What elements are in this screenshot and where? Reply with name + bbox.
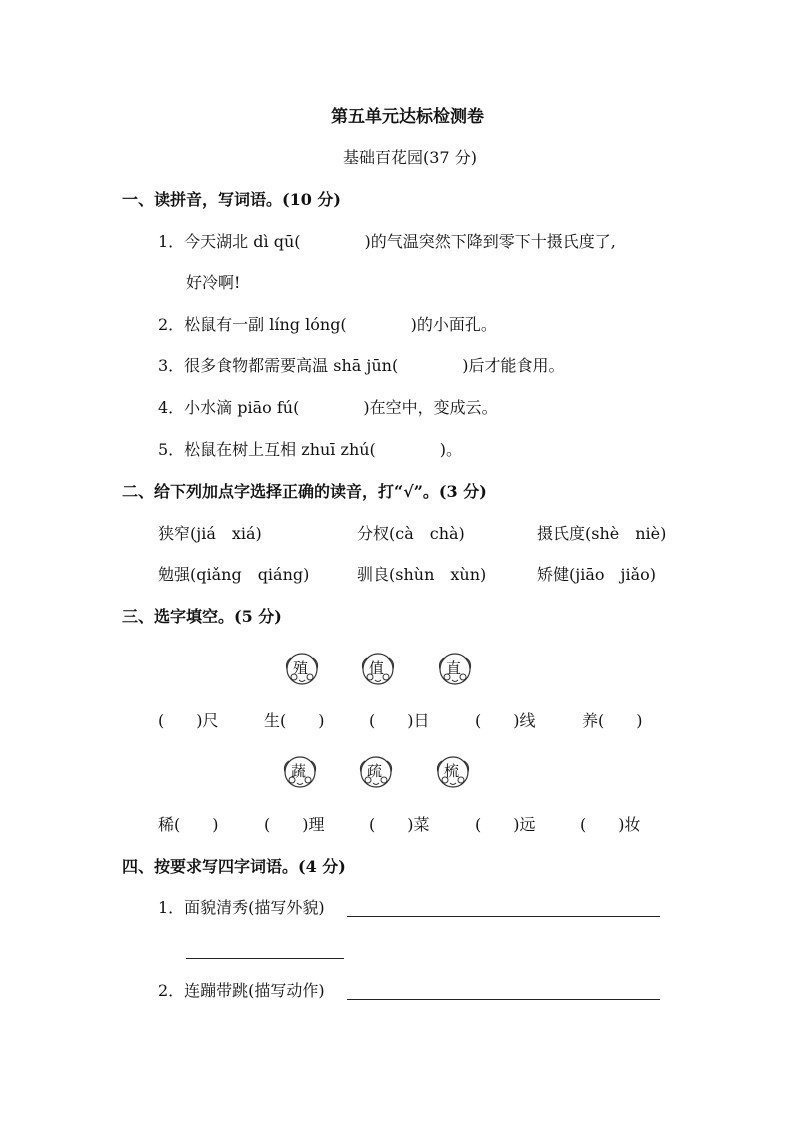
q1-item-4: 4．小水滴 piāo fú( )在空中，变成云。	[158, 398, 498, 417]
q3-blank: 生( )	[264, 711, 325, 730]
q3-blank: ( )尺	[158, 711, 219, 730]
answer-line[interactable]	[347, 999, 660, 1000]
character-face-icon	[282, 650, 322, 690]
character-face-icon	[356, 753, 396, 793]
q3-blank: ( )菜	[369, 815, 430, 834]
q2-option: 矫健(jiāo jiǎo)	[537, 565, 656, 584]
page-subtitle: 基础百花园(37 分)	[343, 148, 477, 167]
q2-option: 驯良(shùn xùn)	[357, 565, 487, 584]
q3-blank: ( )理	[264, 815, 325, 834]
q3-blank: ( )远	[475, 815, 536, 834]
q3-blank: 养( )	[582, 711, 643, 730]
q1-item-2: 2．松鼠有一副 líng lóng( )的小面孔。	[158, 315, 497, 334]
character-face-label: 值	[369, 659, 385, 677]
q1-item-1: 1．今天湖北 dì qū( )的气温突然下降到零下十摄氏度了,	[158, 232, 616, 251]
q3-blank: ( )妆	[580, 815, 641, 834]
character-face-label: 殖	[293, 659, 309, 677]
answer-line[interactable]	[186, 958, 344, 959]
character-face-icon	[435, 650, 475, 690]
q3-blank: ( )日	[369, 711, 430, 730]
q2-option: 勉强(qiǎng qiáng)	[158, 565, 310, 584]
character-face-label: 蔬	[291, 762, 307, 780]
q2-option: 摄氏度(shè niè)	[537, 524, 667, 543]
page-title: 第五单元达标检测卷	[331, 107, 484, 127]
q4-item-2: 2．连蹦带跳(描写动作)	[158, 981, 325, 1000]
character-face-icon	[358, 650, 398, 690]
q1-item-5: 5．松鼠在树上互相 zhuī zhú( )。	[158, 440, 463, 459]
q1-item-1-continuation: 好冷啊!	[186, 273, 241, 292]
section-3-heading: 三、选字填空。(5 分)	[122, 607, 282, 626]
character-face-label: 梳	[444, 762, 460, 780]
character-face-icon	[280, 753, 320, 793]
character-face-icon	[433, 753, 473, 793]
q2-option: 分杈(cà chà)	[357, 524, 465, 543]
q3-blank: ( )线	[475, 711, 536, 730]
character-face-label: 直	[446, 659, 462, 677]
q3-blank: 稀( )	[158, 815, 219, 834]
q1-item-3: 3．很多食物都需要高温 shā jūn( )后才能食用。	[158, 356, 565, 375]
q2-option: 狭窄(jiá xiá)	[158, 524, 262, 543]
section-1-heading: 一、读拼音，写词语。(10 分)	[122, 190, 341, 209]
section-2-heading: 二、给下列加点字选择正确的读音，打“√”。(3 分)	[122, 482, 487, 501]
character-face-label: 疏	[367, 762, 383, 780]
q4-item-1: 1．面貌清秀(描写外貌)	[158, 898, 325, 917]
answer-line[interactable]	[347, 916, 660, 917]
section-4-heading: 四、按要求写四字词语。(4 分)	[122, 857, 346, 876]
